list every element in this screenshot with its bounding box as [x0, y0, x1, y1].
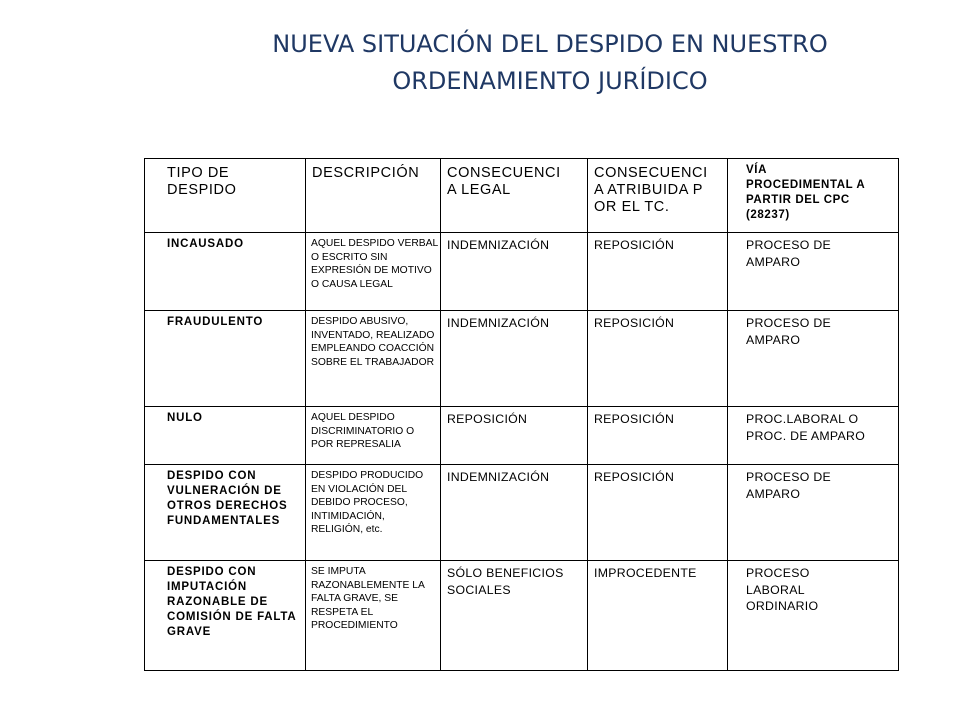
- row-tipo: DESPIDO CON IMPUTACIÓN RAZONABLE DE COMISIÓN DE FALTA GRAVE: [167, 566, 297, 638]
- row-descripcion: AQUEL DESPIDO VERBAL O ESCRITO SIN EXPRESIÓN DE MOTIVO O CAUSA LEGAL: [311, 238, 438, 290]
- header-cell: [145, 159, 306, 233]
- row-via: PROC.LABORAL O PROC. DE AMPARO: [746, 412, 866, 443]
- header-cell: [306, 159, 441, 233]
- row-consecuencia-legal: INDEMNIZACIÓN: [447, 238, 550, 252]
- slide-title: [200, 26, 900, 100]
- row-consecuencia-legal: SÓLO BENEFICIOS SOCIALES: [447, 566, 564, 597]
- row-via: PROCESO DE AMPARO: [746, 316, 831, 347]
- row-consecuencia-tc: IMPROCEDENTE: [594, 566, 697, 580]
- row-consecuencia-tc: REPOSICIÓN: [594, 316, 675, 330]
- table-cell: [145, 233, 306, 311]
- table-cell: [728, 311, 899, 407]
- table-row: [145, 561, 899, 671]
- header-cell: [588, 159, 728, 233]
- table-cell: [306, 233, 441, 311]
- header-cell: [441, 159, 588, 233]
- table-cell: [441, 561, 588, 671]
- row-descripcion: SE IMPUTA RAZONABLEMENTE LA FALTA GRAVE, SE RESPETA EL PROCEDIMIENTO: [311, 566, 425, 632]
- row-consecuencia-legal: INDEMNIZACIÓN: [447, 316, 550, 330]
- table-cell: [306, 311, 441, 407]
- table-cell: [588, 465, 728, 561]
- header-via: VÍA PROCEDIMENTAL A PARTIR DEL CPC (28237): [746, 164, 865, 221]
- table-cell: [588, 561, 728, 671]
- table-row: [145, 465, 899, 561]
- table-row: [145, 233, 899, 311]
- row-tipo: INCAUSADO: [167, 238, 244, 250]
- header-consecuencia-legal: CONSECUENCIA LEGAL: [447, 165, 561, 198]
- header-descripcion: DESCRIPCIÓN: [312, 165, 420, 181]
- table-row: [145, 311, 899, 407]
- table-cell: [145, 311, 306, 407]
- table-cell: [588, 311, 728, 407]
- header-consecuencia-tc: CONSECUENCIA ATRIBUIDA POR EL TC.: [594, 165, 708, 215]
- table-cell: [441, 311, 588, 407]
- title-line-2: ORDENAMIENTO JURÍDICO: [392, 67, 708, 95]
- row-tipo: DESPIDO CON VULNERACIÓN DE OTROS DERECHOS FUNDAMENTALES: [167, 470, 288, 527]
- title-line-1: NUEVA SITUACIÓN DEL DESPIDO EN NUESTRO: [272, 30, 828, 58]
- table-cell: [145, 465, 306, 561]
- row-descripcion: AQUEL DESPIDO DISCRIMINATORIO O POR REPRESALIA: [311, 412, 415, 451]
- table-cell: [441, 465, 588, 561]
- row-consecuencia-tc: REPOSICIÓN: [594, 470, 675, 484]
- row-descripcion: DESPIDO ABUSIVO, INVENTADO, REALIZADO EMPLEANDO COACCIÓN SOBRE EL TRABAJADOR: [311, 316, 435, 368]
- table-header-row: [145, 159, 899, 233]
- row-consecuencia-legal: REPOSICIÓN: [447, 412, 528, 426]
- table-cell: [306, 561, 441, 671]
- table-row: [145, 407, 899, 465]
- table-cell: [588, 233, 728, 311]
- table-cell: [306, 465, 441, 561]
- table-cell: [441, 407, 588, 465]
- table-cell: [306, 407, 441, 465]
- row-via: PROCESO LABORAL ORDINARIO: [746, 566, 819, 613]
- row-consecuencia-legal: INDEMNIZACIÓN: [447, 470, 550, 484]
- table-cell: [441, 233, 588, 311]
- header-cell: [728, 159, 899, 233]
- table-cell: [588, 407, 728, 465]
- table-cell: [145, 561, 306, 671]
- row-tipo: FRAUDULENTO: [167, 316, 264, 328]
- header-tipo: TIPO DE DESPIDO: [167, 165, 237, 198]
- row-consecuencia-tc: REPOSICIÓN: [594, 238, 675, 252]
- table-cell: [145, 407, 306, 465]
- table-cell: [728, 407, 899, 465]
- table-cell: [728, 465, 899, 561]
- row-via: PROCESO DE AMPARO: [746, 238, 831, 269]
- table-cell: [728, 233, 899, 311]
- row-tipo: NULO: [167, 412, 203, 424]
- table-cell: [728, 561, 899, 671]
- row-consecuencia-tc: REPOSICIÓN: [594, 412, 675, 426]
- dismissal-table: [144, 158, 899, 671]
- row-descripcion: DESPIDO PRODUCIDO EN VIOLACIÓN DEL DEBIDO PROCESO, INTIMIDACIÓN, RELIGIÓN, etc.: [311, 470, 424, 536]
- row-via: PROCESO DE AMPARO: [746, 470, 831, 501]
